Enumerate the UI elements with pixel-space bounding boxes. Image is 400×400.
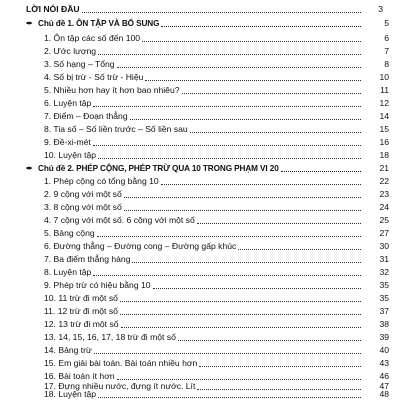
toc-label: 10. 11 trừ đi một số	[44, 293, 118, 303]
dot-leader	[124, 196, 361, 198]
toc-item[interactable]	[0, 136, 400, 148]
dot-leader	[281, 170, 361, 172]
toc-page-number: 8	[384, 59, 389, 69]
dot-leader	[238, 248, 361, 250]
toc-page-number: 46	[379, 371, 389, 381]
toc-label: 7. Ba điểm thẳng hàng	[44, 254, 131, 264]
toc-label: 8. Tia số – Số liền trước – Số liền sau	[44, 124, 188, 134]
toc-page-number: 15	[379, 124, 389, 134]
toc-item[interactable]	[0, 58, 400, 70]
toc-item[interactable]	[0, 357, 400, 369]
dot-leader	[161, 183, 361, 185]
dot-leader	[190, 131, 361, 133]
dot-leader	[142, 40, 361, 42]
toc-page-number: 11	[380, 85, 389, 95]
dot-leader	[120, 300, 361, 302]
toc-page-number: 14	[379, 111, 389, 121]
toc-page-number: 38	[379, 319, 389, 329]
toc-page-number: 31	[379, 254, 389, 264]
toc-page-number: 25	[379, 215, 389, 225]
toc-page-number: 27	[379, 228, 389, 238]
toc-item[interactable]	[0, 331, 400, 343]
dot-leader	[94, 352, 361, 354]
toc-label: 14. Bảng trừ	[44, 345, 92, 355]
toc-page-number: 43	[379, 358, 389, 368]
dot-leader	[153, 287, 361, 289]
dot-leader	[121, 326, 361, 328]
toc-page-number: 12	[379, 98, 389, 108]
toc-page-number: 22	[379, 176, 389, 186]
toc-page-number: 47	[379, 381, 389, 391]
toc-label: LỜI NÓI ĐẦU	[26, 4, 80, 14]
toc-item[interactable]	[0, 45, 400, 57]
dot-leader	[93, 105, 361, 107]
dot-leader	[97, 235, 361, 237]
toc-item[interactable]	[0, 84, 400, 96]
toc-label: 18. Luyện tập	[44, 389, 97, 399]
dot-leader	[98, 53, 361, 55]
dot-leader	[199, 365, 361, 367]
toc-item[interactable]	[0, 71, 400, 83]
toc-label: 5. Nhiều hơn hay ít hơn bao nhiêu?	[44, 85, 180, 95]
toc-page-number: 40	[379, 345, 389, 355]
toc-item[interactable]	[0, 32, 400, 44]
toc-label: 1. Phép cộng có tổng bằng 10	[44, 176, 159, 186]
pen-icon: ✒	[26, 164, 33, 173]
toc-label: 11. 12 trừ đi một số	[44, 306, 118, 316]
toc-label: 4. 7 cộng với một số. 6 cộng với một số	[44, 215, 195, 225]
toc-item[interactable]	[0, 188, 400, 200]
toc-label: 16. Bài toán ít hơn	[44, 371, 115, 381]
dot-leader	[161, 25, 361, 27]
dot-leader	[145, 79, 361, 81]
toc-item[interactable]	[0, 240, 400, 252]
dot-leader	[178, 339, 361, 341]
dot-leader	[132, 261, 361, 263]
toc-chapter-2[interactable]	[0, 162, 400, 174]
dot-leader	[98, 157, 361, 159]
toc-label: 7. Điểm – Đoạn thẳng	[44, 111, 128, 121]
chapter-title: Chủ đề 1. ÔN TẬP VÀ BỔ SUNG	[38, 19, 160, 28]
toc-label: 6. Luyện tập	[44, 98, 92, 108]
toc-page-number: 35	[379, 293, 389, 303]
dot-leader	[98, 396, 361, 398]
toc-page-number: 48	[379, 389, 389, 399]
toc-chapter-1[interactable]	[0, 17, 400, 29]
chapter-title: Chủ đề 2. PHÉP CỘNG, PHÉP TRỪ QUA 10 TRONG PHẠM VI 20	[38, 164, 279, 173]
toc-item[interactable]	[0, 266, 400, 278]
toc-label: 5. Bảng cộng	[44, 228, 95, 238]
toc-label: 8. Luyện tập	[44, 267, 92, 277]
toc-page-number: 21	[379, 163, 389, 173]
toc-item[interactable]	[0, 175, 400, 187]
toc-page-number: 37	[379, 306, 389, 316]
toc-item[interactable]	[0, 279, 400, 291]
dot-leader	[182, 92, 362, 94]
toc-item[interactable]	[0, 388, 400, 400]
toc-item[interactable]	[0, 344, 400, 356]
toc-item[interactable]	[0, 97, 400, 109]
toc-label: 2. Ước lượng	[44, 46, 97, 56]
toc-label: 13. 14, 15, 16, 17, 18 trừ đi một số	[44, 332, 176, 342]
toc-item[interactable]	[0, 253, 400, 265]
dot-leader	[82, 11, 361, 13]
toc-page-number: 7	[384, 46, 389, 56]
toc-label: 3. Số hạng – Tổng	[44, 59, 115, 69]
toc-label: 1. Ôn tập các số đến 100	[44, 33, 141, 43]
pen-icon: ✒	[26, 19, 33, 28]
toc-page-number: 6	[384, 33, 389, 43]
toc-page-number: 32	[379, 267, 389, 277]
toc-item[interactable]	[0, 318, 400, 330]
toc-label: 6. Đường thẳng – Đường cong – Đường gấp khúc	[44, 241, 237, 251]
toc-label: 12. 13 trừ đi một số	[44, 319, 119, 329]
toc-page-number: 23	[379, 189, 389, 199]
dot-leader	[124, 209, 361, 211]
toc-item[interactable]	[0, 214, 400, 226]
dot-leader	[130, 118, 361, 120]
toc-label: 4. Số bị trừ - Số trừ - Hiệu	[44, 72, 144, 82]
toc-label: 15. Em giải bài toán. Bài toán nhiều hơn	[44, 358, 198, 368]
toc-page-number: 39	[379, 332, 389, 342]
toc-item[interactable]	[0, 305, 400, 317]
toc-label: 17. Đựng nhiều nước, đựng ít nước. Lít	[44, 381, 196, 391]
dot-leader	[93, 274, 361, 276]
dot-leader	[93, 144, 361, 146]
toc-item[interactable]	[0, 110, 400, 122]
toc-page-number: 5	[384, 18, 389, 28]
toc-item[interactable]	[0, 201, 400, 213]
toc-item[interactable]	[0, 123, 400, 135]
toc-page-number: 3	[378, 4, 383, 14]
toc-item[interactable]	[0, 292, 400, 304]
dot-leader	[117, 66, 361, 68]
dot-leader	[197, 222, 361, 224]
toc-item[interactable]	[0, 227, 400, 239]
toc-front-matter[interactable]	[0, 3, 400, 15]
toc-label: 9. Phép trừ có hiệu bằng 10	[44, 280, 151, 290]
dot-leader	[120, 313, 361, 315]
toc-label: 3. 8 cộng với một số	[44, 202, 122, 212]
toc-label: 10. Luyện tập	[44, 150, 97, 160]
toc-label: 9. Đề-xi-mét	[44, 137, 91, 147]
toc-page-number: 30	[379, 241, 389, 251]
toc-page-number: 10	[379, 72, 389, 82]
toc-page-number: 24	[379, 202, 389, 212]
toc-label: 2. 9 cộng với một số	[44, 189, 122, 199]
toc-page-number: 16	[379, 137, 389, 147]
toc-page-number: 18	[379, 150, 389, 160]
toc-item[interactable]	[0, 149, 400, 161]
toc-page-number: 35	[379, 280, 389, 290]
